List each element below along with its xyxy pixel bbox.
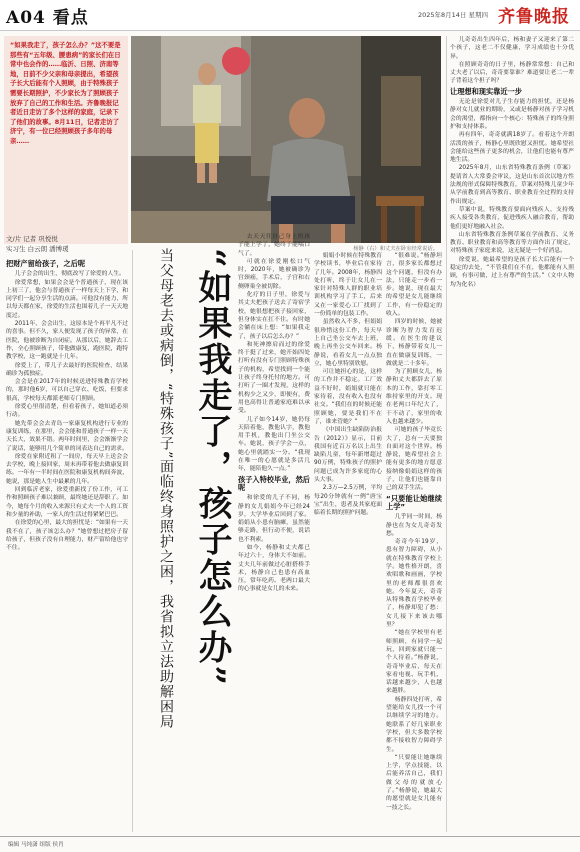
paragraph: 徐爱常想，如果会会是个普通孩子，现在该上初三了，他会与普通孩子一样每天上下学，和同学们一起分享生活的点滴。可他没有能力，所以每天都在家，徐爱的生活也围着儿子一天天地度过。 bbox=[6, 279, 128, 319]
paragraph: 奇奇今年19岁，患有智力障碍，从小就在特殊教育学校上学。她性格开朗，喜欢唱歌和画画，学校里的老师都很喜欢她。今年夏天，奇奇从特殊教育学校毕业了，杨静却犯了愁：女儿接下来该去哪里？ bbox=[386, 539, 442, 629]
section-heading-1: 把财产留给孩子，之后呢 bbox=[6, 259, 86, 268]
paragraph: 儿子会会的出生，彻底改写了徐爱的人生。 bbox=[14, 271, 125, 278]
article-subtitle: 当父母老去或病倒，“特殊孩子”面临终身照护之困，我省拟立法助解困局 bbox=[158, 248, 174, 730]
paragraph: 徐爱心里很清楚，但看着孩子，她知道必须行动。 bbox=[6, 404, 128, 419]
paragraph: 徐爱说，她最希望的是孩子长大后能有一个稳定的去处，“不管我们在不在，他都能有人照顾，有事可做，过上有尊严的生活。”（文中人物均为化名） bbox=[450, 256, 574, 288]
paragraph: 《中国出生缺陷防治报告（2012）》显示，目前我国有近百万名以上出生缺陷儿童，每年新增超过90万例，特殊孩子的照护问题已成为许多家庭的心头大事。 bbox=[314, 427, 382, 484]
section-heading-2: 孩子入特校毕业，然后呢 bbox=[238, 474, 310, 492]
editor-credits: 编辑 马纯潇 组版 侯肖 bbox=[8, 842, 64, 848]
news-photo bbox=[131, 36, 441, 243]
paragraph: 化疗的日子里，徐爱与其丈夫把孩子送去了寄宿学校，她很想把孩子接回家，但身体实在扛不住。有时她会躺在床上想：“如果我走了，孩子以后怎么办？” bbox=[238, 292, 310, 340]
article-column-3 bbox=[314, 252, 382, 832]
paragraph: “只要能让她继续上学，学点技能，以后能养活自己，我们做父母的就放心了。”杨静说，她最大的愿望就是女儿能有一技之长。 bbox=[386, 754, 442, 811]
paragraph: 她先带会会去青岛一家康复机构进行专业的康复训练，在那里，会会能和普通孩子一样一天天长大，效果不错。两年时间里，会会渐渐学会了说话，能够用几个简单的词表达自己的需求。 bbox=[6, 420, 128, 452]
paragraph: “她在学校里有老师照顾，有同学一起玩，回到家就只能一个人待着。”杨静说，奇奇毕业后，每天在家看电视、玩手机，话越来越少，人也越来越胖。 bbox=[386, 630, 442, 695]
paragraph: 在照顾奇奇的日子里，杨静常常想：自己和丈夫老了以后，奇奇要靠谁？难道要让老二一辈子背着这个担子吗？ bbox=[450, 61, 574, 85]
lead-summary-box bbox=[4, 36, 128, 244]
newspaper-logo: 齐鲁晚报 bbox=[498, 7, 570, 27]
section-heading-4: 让理想和现实靠近一步 bbox=[450, 86, 522, 96]
column-divider bbox=[446, 36, 447, 832]
article-column-2 bbox=[238, 233, 310, 833]
paragraph: 再有四年，奇奇就满18岁了。看着这个开朗活泼的孩子，杨静心里既欣慰又担忧。她希望社会能给这些孩子更多的机会，让他们也能有尊严地生活。 bbox=[450, 132, 574, 164]
paragraph: 2011年，会会出生，这原本是个再平凡不过的喜事。但不久，家人便发现了孩子的异常，在医院，他被诊断为自闭症。从那以后，她辞去工作，全心照顾孩子，带他做康复，跑医院，跑特教学校，这一跑就是十几年。 bbox=[6, 321, 128, 361]
paragraph: 儿子如今14岁，她仍每天陪着他，教他认字，教他用手机，教他出门坐公交车。她说，孩子学会一点，她心里就踏实一分。“我现在唯一的心愿就是多活几年，能陪他久一点。” bbox=[238, 416, 310, 473]
paragraph: 在徐爱的心里，最大的担忧是：“如果有一天我不在了，孩子该怎么办？”她曾想过把房子留给孩子，但孩子没有自理能力，财产留给他也守不住。 bbox=[6, 520, 128, 552]
paragraph: 如今，杨静和丈夫都已年过六十，身体大不如前。丈夫几年前做过心脏搭桥手术，杨静自己也患有高血压，常年吃药。老两口最大的心事就是女儿的未来。 bbox=[238, 544, 310, 593]
paragraph: 徐爱在家附近租了一间房，每天早上送会会去学校，晚上接回家，周末再带着他去做康复训练。一年有一半时间在医院和康复机构间奔波，她说，那是她人生中最累的几年。 bbox=[6, 453, 128, 485]
paragraph: 四岁的时候，她被诊断为智力发育迟缓。在医生的建议下，杨静带着女儿一直在做康复训练，一做就是二十多年。 bbox=[386, 319, 442, 367]
lead-summary-text: “如果我走了，孩子怎么办？”这不要是那些有“五年级、腰患病”的家长们在日常中也会作的……临沂、日照、济南等地，日前不少父亲和母亲提出，希望孩子长大后能有个人照顾，由于特殊孩子需要长期照护，不少家长为了照顾孩子放弃了自己的工作和生活。齐鲁晚报记者近日走访了多个这样的家庭，记录下了他们的故事。8月11日，记者走访了济宁，有一位已经照顾孩子多年的母亲…… bbox=[10, 41, 121, 145]
column-divider bbox=[132, 250, 133, 832]
paragraph: 儿奇奇出生四年后，杨和妻子又迎来了第二个孩子，这老二不仅健康，学习成绩也十分优异。 bbox=[450, 37, 574, 60]
article-column-1 bbox=[6, 258, 128, 832]
paragraph: 娟娟小时候在特殊教育学校读书，毕业后在家待了几年。2008年，杨静四处打听，终于让女儿在一家针对特殊人群的职业培训机构学习了手工，后来又在一家爱心工厂找到了一份简单的包装工作。 bbox=[314, 253, 382, 318]
paragraph: “很难说。”杨静坦言，很多家长都想过这个问题，但没有办法，只能走一步看一步。她说，现在最大的希望是女儿能继续工作，有一份稳定的收入。 bbox=[386, 253, 442, 318]
photo-illustration bbox=[131, 36, 441, 243]
paragraph: 无论是徐爱对儿子生存能力的担忧，还是杨静对女儿就业的期盼，又或是杨静对孩子学习机会的渴望，都指向一个核心：特殊孩子的终身照护和支持体系。 bbox=[450, 99, 574, 130]
paragraph: 可她的孩子毕竟长大了，总有一天要独自面对这个世界。杨静说，她希望社会上能有更多的地方愿意接纳像娟娟这样的孩子，让他们也能靠自己的双手生活。 bbox=[386, 427, 442, 492]
paragraph: 虽然收入不多，但娟娟很珍惜这份工作，每天早上自己坐公交车去上班，晚上再坐公交车回来。杨静说，看着女儿一点点独立，她心里特别欣慰。 bbox=[314, 319, 382, 367]
paragraph: 草案中说，特殊教育要面向残疾人，支持残疾人接受各类教育，促进残疾人融合教育，帮助他们更好地融入社会。 bbox=[450, 206, 574, 230]
byline-reporters: 文/片 记者 巩悦悦 bbox=[6, 235, 58, 243]
paragraph: 杨静四处打听，希望能给女儿找一个可以继续学习的地方。她联系了好几家职业学校，但大多数学校都不接收智力障碍学生。 bbox=[386, 696, 442, 753]
issue-date: 2025年8月14日 星期四 bbox=[417, 11, 488, 19]
paragraph: 会会是在2017年的时候送进特殊教育学校的，那时他6岁，可以自己穿衣、吃饭，但要求很高，学校每天都派老师专门照顾。 bbox=[6, 379, 128, 402]
paragraph: 几乎同一时间，杨静也在为女儿奇奇发愁。 bbox=[386, 514, 442, 537]
article-column-5 bbox=[450, 36, 574, 832]
page-header bbox=[0, 0, 580, 31]
byline bbox=[6, 234, 130, 254]
paragraph: 回到临沂老家，徐爱重新找了份工作，可工作和照顾孩子难以兼顾，最终她还是辞职了。如今，她每个月的收入来源只有丈夫一个人的工资和少量的补助，一家人的生活过得紧紧巴巴。 bbox=[6, 487, 128, 518]
paragraph: 2025年8月，山东省特殊教育条例（草案）提请省人大常委会审议，这是山东首次以地方性法规的形式保障特殊教育，草案对特殊儿童少年从学前教育到高等教育、职业教育全过程的支持作出规定。 bbox=[450, 165, 574, 205]
page-footer bbox=[0, 836, 580, 852]
paragraph: 2.3万—2.5万例，平均每20分钟就有一例“唐宝宝”出生，患者及其家庭面临着长期的照护问题。 bbox=[314, 485, 382, 517]
byline-interns: 实习生 白云朗 潘博瑗 bbox=[6, 245, 69, 253]
photo-caption: 杨静（右）和丈夫在卧室经常说话。 bbox=[353, 246, 438, 252]
paragraph: 为了照顾女儿，杨静和丈夫都辞去了原本的工作，靠打零工维持家里的开支。现在老两口年纪大了，干不动了，家里的收入也越来越少。 bbox=[386, 369, 442, 425]
paragraph: 山东省特殊教育条例草案在学前教育、义务教育、职业教育和高等教育等方面作出了规定，对特殊孩子家庭来说，这无疑是一个好消息。 bbox=[450, 231, 574, 255]
paragraph: 和死神擦肩而过的徐爱终于挺了过来，她开始四处打听有没有专门照顾特殊孩子的机构，希望找到一个能让孩子终身托付的地方。可打听了一圈才发现，这样的机构少之又少，即便有，费用也高得让普通家庭难以承受。 bbox=[238, 341, 310, 415]
page-code: A04 看点 bbox=[6, 8, 89, 28]
section-heading-3: “只要能让她继续上学” bbox=[386, 493, 442, 511]
paragraph: 去天天往自己身上的孩子能上学了，她终于能喘口气了。 bbox=[238, 234, 310, 257]
paragraph: 可就在徐爱刚松口气时，2020年，她被确诊为宫颈癌，手术后，子宫和右侧卵巢全被切除。 bbox=[238, 258, 310, 290]
article-headline: “如果我走了，孩子怎么办” bbox=[192, 248, 232, 688]
paragraph: 和徐爱的儿子不同，杨静的女儿娟娟今年已经24岁，大学毕业后回到了家。娟娟从小患有脑瘫，虽然能够走路，但行动不便，说话也不利索。 bbox=[238, 495, 310, 543]
paragraph: 徐爱上了，带儿子去最好的医院检查，结果确诊为孤独症。 bbox=[6, 362, 128, 377]
paragraph: 可让她担心的是，这样的工作并不稳定。工厂效益不好时，娟娟就只能在家待着，没有收入也没有社交。“我们在的时候还能照顾她，要是我们不在了，谁来管她？” bbox=[314, 369, 382, 425]
article-column-4 bbox=[386, 252, 442, 832]
